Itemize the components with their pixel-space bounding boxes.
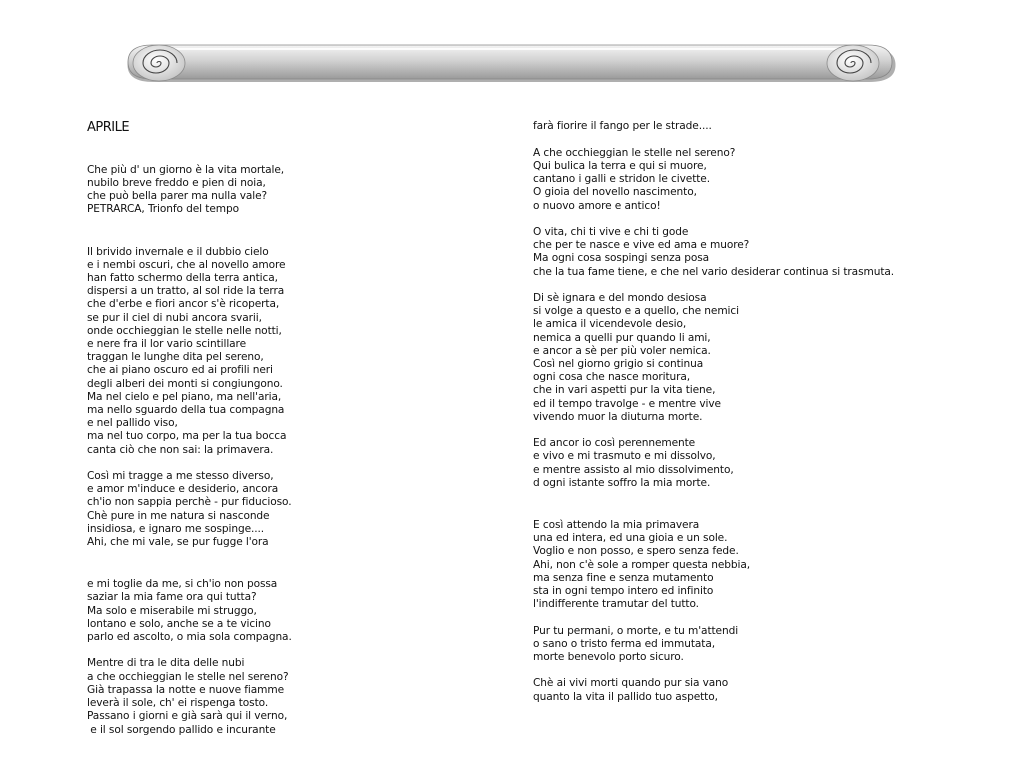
poem-line: Di sè ignara e del mondo desiosa	[533, 292, 707, 304]
right-column	[533, 94, 894, 730]
stanza	[533, 437, 894, 490]
poem-line: che in vari aspetti pur la vita tiene,	[533, 384, 716, 397]
poem-line: Voglio e non posso, e spero senza fede.	[533, 545, 739, 558]
poem-line: Pur tu permani, o morte, e tu m'attendi	[533, 624, 739, 637]
poem-line: e vivo e mi trasmuto e mi dissolvo,	[533, 450, 716, 463]
poem-line: che per te nasce e vive ed ama e muore?	[533, 239, 750, 252]
poem-line: Già trapassa la notte e nuove fiamme	[87, 683, 284, 696]
stanza	[533, 519, 894, 611]
poem-line: O gioia del novello nascimento,	[533, 186, 697, 199]
poem-line: Qui bulica la terra e qui si muore,	[533, 160, 707, 172]
stanza	[533, 625, 894, 665]
poem-line: A che occhieggian le stelle nel sereno?	[533, 146, 736, 159]
poem-line: parlo ed ascolto, o mia sola compagna.	[87, 631, 292, 644]
poem-line: han fatto schermo della terra antica,	[87, 272, 278, 285]
poem-line: nemica a quelli pur quando li ami,	[533, 331, 711, 344]
poem-line: e amor m'induce e desiderio, ancora	[87, 483, 279, 496]
poem-line: lontano e solo, anche se a te vicino	[87, 617, 271, 630]
poem-line: che la tua fame tiene, e che nel vario desiderar continua si trasmuta.	[533, 265, 895, 278]
poem-line: saziar la mia fame ora qui tutta?	[87, 591, 257, 604]
left-column	[87, 94, 292, 763]
poem-line: ma senza fine e senza mutamento	[533, 571, 714, 584]
poem-line: e mi toglie da me, si ch'io non possa	[87, 578, 278, 591]
stanza	[87, 246, 292, 457]
stanza	[533, 292, 894, 424]
stanza	[533, 226, 894, 279]
poem-line: e mentre assisto al mio dissolvimento,	[533, 463, 734, 476]
poem-line: Ed ancor io così perennemente	[533, 437, 696, 450]
stanza	[533, 120, 894, 133]
poem-line: Ma solo e miserabile mi struggo,	[87, 604, 257, 617]
poem-line: si volge a questo e a quello, che nemici	[533, 305, 739, 318]
poem-line: che ai piano oscuro ed ai profili neri	[87, 364, 273, 377]
poem-line: leverà il sole, ch' ei rispenga tosto.	[87, 697, 269, 710]
poem-line: sta in ogni tempo intero ed infinito	[533, 585, 714, 598]
poem-line: Così mi tragge a me stesso diverso,	[87, 470, 274, 483]
poem-line: ogni cosa che nasce moritura,	[533, 371, 691, 384]
poem-line: e i nembi oscuri, che al novello amore	[87, 258, 286, 271]
poem-line: dispersi a un tratto, al sol ride la terra	[87, 285, 285, 298]
poem-line: O vita, chi ti vive e chi ti gode	[533, 226, 689, 238]
poem-line: cantano i galli e stridon le civette.	[533, 173, 710, 186]
poem-line: Chè pure in me natura si nasconde	[87, 509, 270, 522]
poem-line: Chè ai vivi morti quando pur sia vano	[533, 677, 729, 690]
poem-line: vivendo muor la diuturna morte.	[533, 410, 703, 423]
poem-line: Mentre di tra le dita delle nubi	[87, 657, 245, 670]
poem-line: che d'erbe e fiori ancor s'è ricoperta,	[87, 298, 280, 311]
poem-line: Così nel giorno grigio si continua	[533, 358, 704, 371]
left-stanzas	[87, 164, 292, 737]
stanza	[87, 164, 292, 217]
poem-line: se pur il ciel di nubi ancora svarii,	[87, 311, 262, 324]
poem-line: Ma nel cielo e pel piano, ma nell'aria,	[87, 390, 282, 403]
poem-line: traggan le lunghe dita pel sereno,	[87, 351, 264, 364]
poem-line: ch'io non sappia perchè - pur fiducioso.	[87, 496, 292, 509]
stanza	[533, 677, 894, 703]
poem-line: una ed intera, ed una gioia e un sole.	[533, 532, 728, 545]
poem-line: e ancor a sè per più voler nemica.	[533, 344, 711, 357]
poem-line: canta ciò che non sai: la primavera.	[87, 443, 274, 456]
poem-line: morte benevolo porto sicuro.	[533, 651, 684, 664]
poem-line: l'indifferente tramutar del tutto.	[533, 598, 699, 611]
poem-line: degli alberi dei monti si congiungono.	[87, 377, 283, 390]
poem-line: Ahi, che mi vale, se pur fugge l'ora	[87, 536, 269, 549]
poem-line: farà fiorire il fango per le strade....	[533, 120, 712, 133]
poem-line: ma nello sguardo della tua compagna	[87, 404, 285, 417]
right-stanzas	[533, 120, 894, 703]
scroll-banner	[122, 40, 898, 86]
left-spiral-icon	[133, 45, 185, 81]
poem-line: E così attendo la mia primavera	[533, 519, 700, 532]
poem-line: Passano i giorni e già sarà qui il verno,	[87, 710, 288, 723]
poem-line: onde occhieggian le stelle nelle notti,	[87, 324, 282, 337]
poem-line: insidiosa, e ignaro me sospinge....	[87, 522, 265, 535]
poem-line: ed il tempo travolge - e mentre vive	[533, 397, 721, 410]
right-spiral-icon	[827, 45, 879, 81]
poem-line: e nere fra il lor vario scintillare	[87, 338, 246, 351]
poem-line: Ahi, non c'è sole a romper questa nebbia,	[533, 558, 750, 571]
stanza	[87, 657, 292, 736]
poem-line: o nuovo amore e antico!	[533, 199, 661, 212]
poem-line: nubilo breve freddo e pien di noia,	[87, 177, 266, 190]
poem-line: e il sol sorgendo pallido e incurante	[87, 723, 276, 736]
poem-line: le amica il vicendevole desio,	[533, 318, 687, 331]
poem-line: Il brivido invernale e il dubbio cielo	[87, 245, 269, 258]
poem-line: quanto la vita il pallido tuo aspetto,	[533, 690, 718, 703]
poem-line: e nel pallido viso,	[87, 417, 178, 430]
poem-line: che può bella parer ma nulla vale?	[87, 190, 268, 203]
stanza	[87, 470, 292, 549]
stanza	[87, 578, 292, 644]
poem-line: Che più d' un giorno è la vita mortale,	[87, 163, 285, 176]
poem-line: a che occhieggian le stelle nel sereno?	[87, 670, 289, 683]
poem-line: d ogni istante soffro la mia morte.	[533, 476, 711, 489]
poem-line: Ma ogni cosa sospingi senza posa	[533, 252, 710, 265]
poem-line: o sano o tristo ferma ed immutata,	[533, 637, 716, 650]
poem-line: ma nel tuo corpo, ma per la tua bocca	[87, 430, 287, 443]
poem-line: PETRARCA, Trionfo del tempo	[87, 203, 239, 216]
stanza	[533, 147, 894, 213]
poem-title: APRILE	[87, 120, 130, 136]
